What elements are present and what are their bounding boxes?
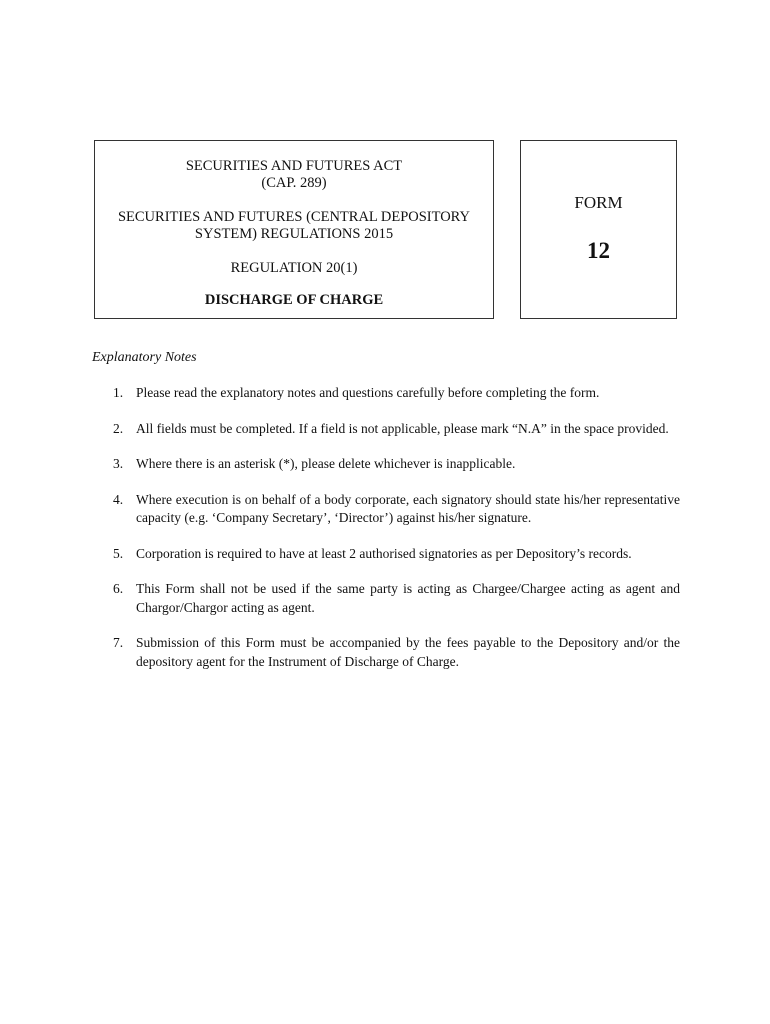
act-title: SECURITIES AND FUTURES ACT xyxy=(185,158,403,174)
regulation-number: REGULATION 20(1) xyxy=(230,260,358,276)
form-number: 12 xyxy=(587,238,610,263)
form-title-box xyxy=(94,140,494,319)
explanatory-notes-title: Explanatory Notes xyxy=(92,350,197,365)
note-number: 6. xyxy=(113,581,124,596)
note-text: Where execution is on behalf of a body corporate, each signatory should state his/her representative capacity (e.g. ‘Company Secretary’, ‘Director’) against his/her signature. xyxy=(136,491,680,525)
note-item xyxy=(92,384,680,403)
explanatory-notes-list xyxy=(92,384,680,688)
note-text: Please read the explanatory notes and questions carefully before completing the form. xyxy=(136,385,600,400)
form-heading: DISCHARGE OF CHARGE xyxy=(204,292,384,308)
note-item xyxy=(92,455,680,474)
note-text: This Form shall not be used if the same party is acting as Chargee/Chargee acting as agent and Chargor/Chargor acting as agent. xyxy=(136,581,680,615)
note-number: 4. xyxy=(113,491,124,507)
note-item xyxy=(92,545,680,564)
note-number: 2. xyxy=(113,420,124,436)
note-text: Submission of this Form must be accompanied by the fees payable to the Depository and/or the depository agent for the Instrument of Discharge of Charge. xyxy=(136,635,680,669)
note-item xyxy=(92,580,680,617)
regulations-title-line-2: SYSTEM) REGULATIONS 2015 xyxy=(194,226,394,242)
note-number: 7. xyxy=(113,635,124,650)
note-item xyxy=(92,634,680,671)
note-text: All fields must be completed. If a field is not applicable, please mark “N.A” in the space provided. xyxy=(136,420,669,436)
note-item xyxy=(92,491,680,528)
note-number: 3. xyxy=(113,456,124,471)
note-item xyxy=(92,420,680,439)
act-cap: (CAP. 289) xyxy=(261,175,327,191)
form-label: FORM xyxy=(574,193,623,212)
note-text: Corporation is required to have at least 2 authorised signatories as per Depository’s records. xyxy=(136,545,632,561)
regulations-title-line-1: SECURITIES AND FUTURES (CENTRAL DEPOSITORY xyxy=(117,209,471,225)
form-number-box xyxy=(520,140,677,319)
note-number: 5. xyxy=(113,545,124,561)
note-text: Where there is an asterisk (*), please delete whichever is inapplicable. xyxy=(136,456,516,471)
note-number: 1. xyxy=(113,385,124,400)
